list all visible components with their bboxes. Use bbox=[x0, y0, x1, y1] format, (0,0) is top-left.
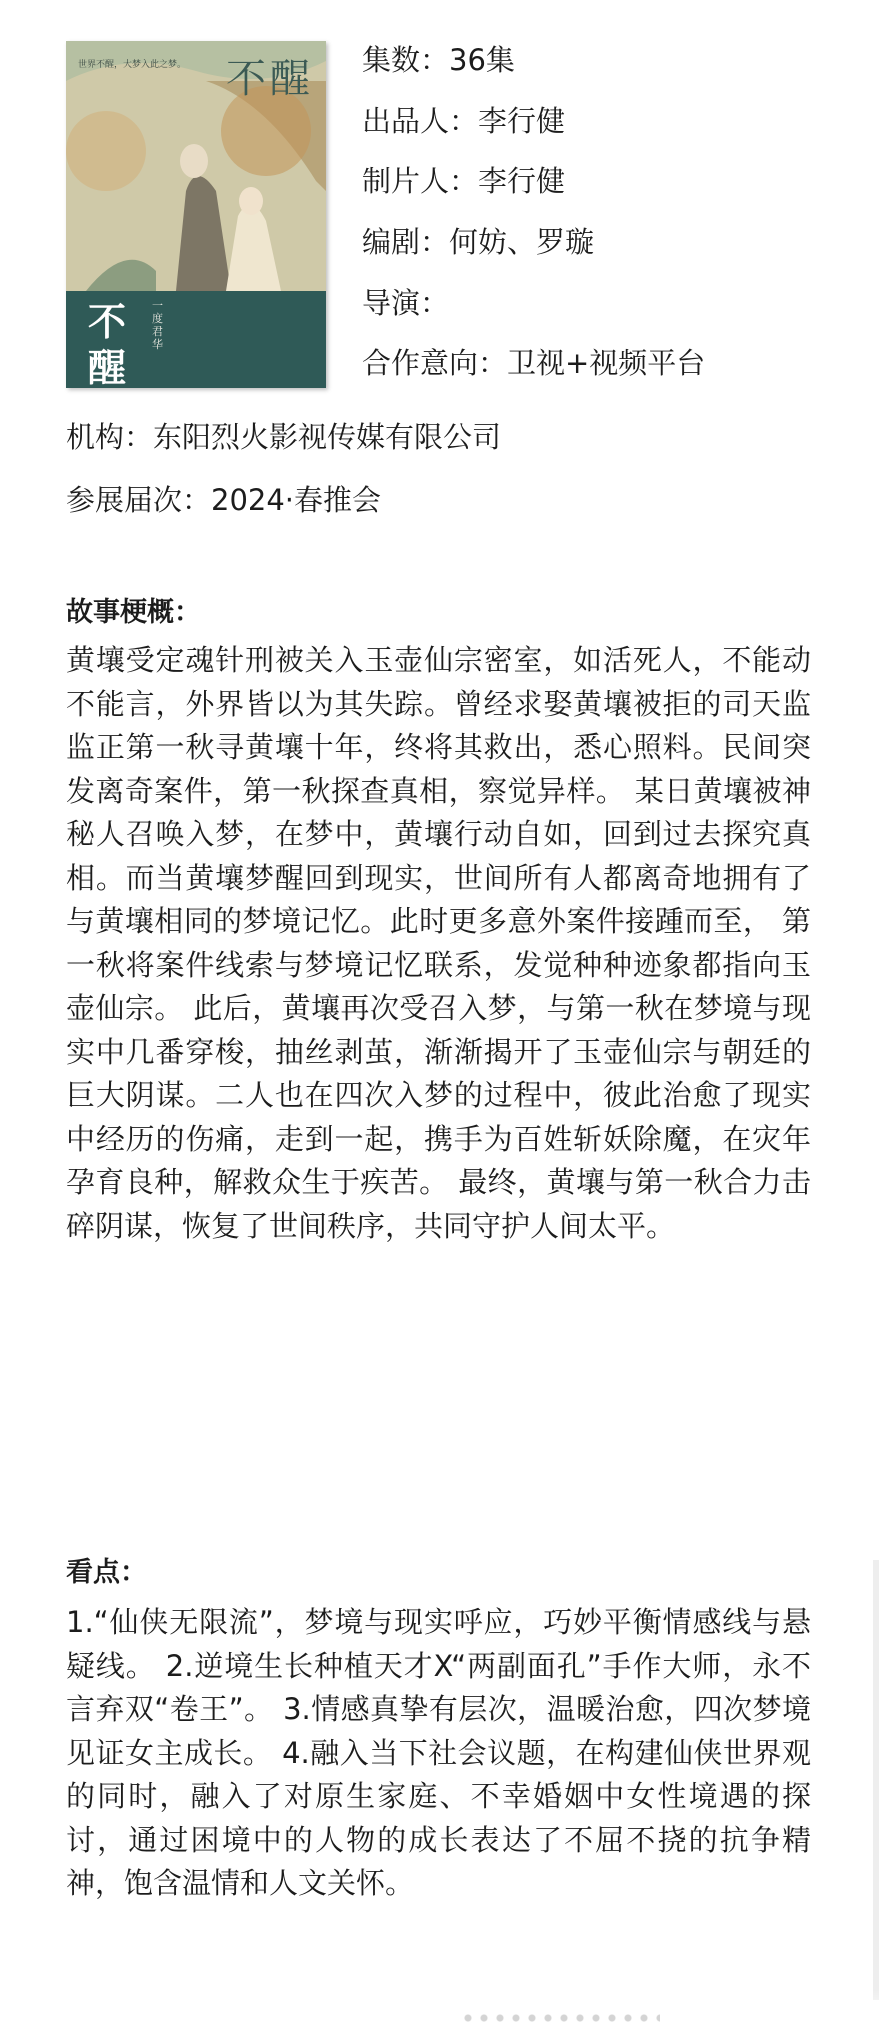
bottom-fade bbox=[0, 1990, 879, 2038]
maker-line: 制片人：李行健 bbox=[362, 164, 566, 198]
producer-line: 出品人：李行健 bbox=[362, 104, 566, 138]
book-cover-image bbox=[66, 41, 326, 388]
institution-line: 机构：东阳烈火影视传媒有限公司 bbox=[66, 420, 502, 454]
cooperation-line: 合作意向：卫视+视频平台 bbox=[362, 346, 706, 380]
highlights-text: 1.“仙侠无限流”，梦境与现实呼应，巧妙平衡情感线与悬疑线。 2.逆境生长种植天才X“两副面孔”手作大师，永不言弃双“卷王”。 3.情感真挚有层次，温暖治愈，四次梦境见证女主成长。 4.融入当下社会议题，在构建仙侠世界观的同时，融入了对原生家庭、不幸婚姻中女性境遇的探讨，通过困境中的人物的成长表达了不屈不挠的抗争精神，饱含温情和人文关怀。 bbox=[66, 1605, 811, 1900]
director-line: 导演： bbox=[362, 286, 450, 320]
cover-author: 一度君华 bbox=[152, 299, 163, 351]
episodes-line: 集数：36集 bbox=[362, 43, 515, 77]
cover-title-big: 不醒 bbox=[88, 299, 127, 388]
expand-dots[interactable] bbox=[460, 2012, 660, 2024]
session-line: 参展届次：2024·春推会 bbox=[66, 483, 382, 517]
synopsis-text: 黄壤受定魂针刑被关入玉壶仙宗密室，如活死人，不能动不能言，外界皆以为其失踪。曾经求娶黄壤被拒的司天监监正第一秋寻黄壤十年，终将其救出，悉心照料。民间突发离奇案件，第一秋探查真相，察觉异样。 某日黄壤被神秘人召唤入梦，在梦中，黄壤行动自如，回到过去探究真相。而当黄壤梦醒回到现实，世间所有人都离奇地拥有了与黄壤相同的梦境记忆。此时更多意外案件接踵而至， 第一秋将案件线索与梦境记忆联系，发觉种种迹象都指向玉壶仙宗。 此后，黄壤再次受召入梦，与第一秋在梦境与现实中几番穿梭，抽丝剥茧，渐渐揭开了玉壶仙宗与朝廷的巨大阴谋。二人也在四次入梦的过程中，彼此治愈了现实中经历的伤痛，走到一起，携手为百姓斩妖除魔，在灾年孕育良种，解救众生于疾苦。 最终，黄壤与第一秋合力击碎阴谋，恢复了世间秩序，共同守护人间太平。 bbox=[66, 643, 811, 1243]
synopsis-heading: 故事梗概： bbox=[66, 597, 201, 628]
cover-title-top: 不醒 bbox=[226, 56, 314, 102]
writer-line: 编剧：何妨、罗璇 bbox=[362, 225, 595, 259]
highlights-heading: 看点： bbox=[66, 1557, 147, 1588]
cover-tagline: 世界不醒，大梦入此之梦。 bbox=[78, 60, 187, 70]
scrollbar-track[interactable] bbox=[873, 1560, 879, 2000]
